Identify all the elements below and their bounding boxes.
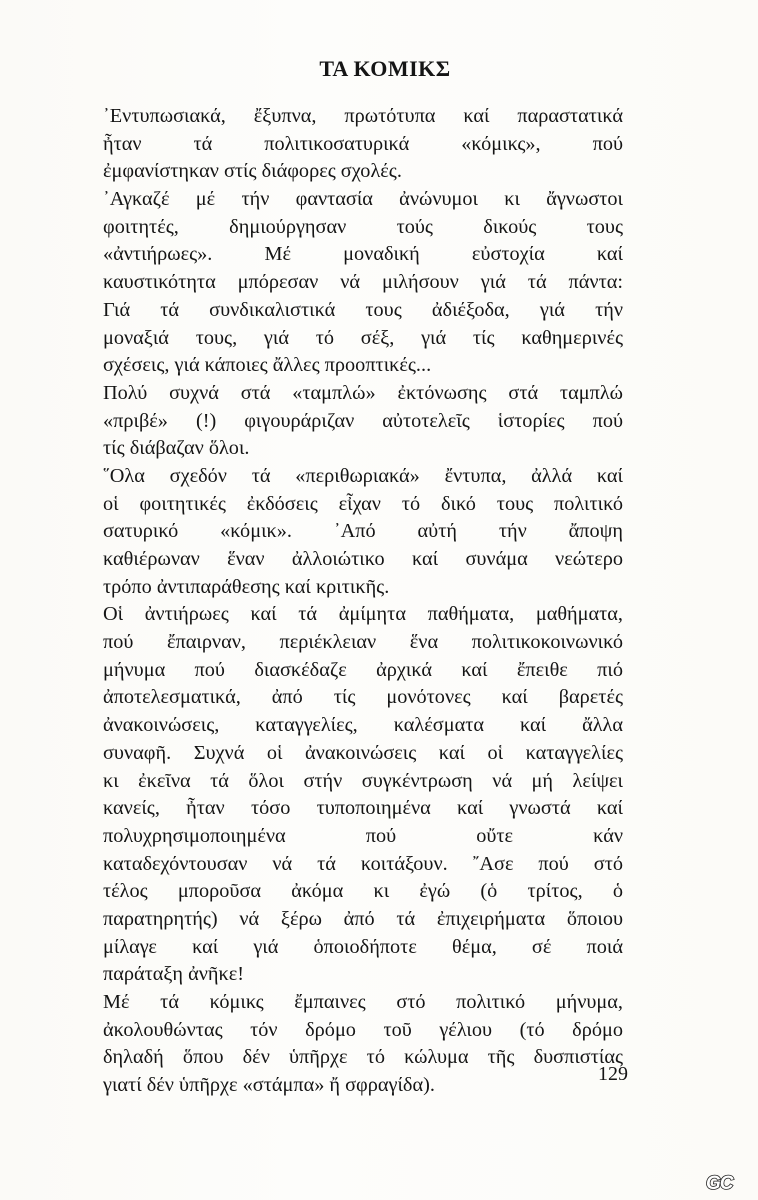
page-number: 129 (598, 1063, 628, 1085)
gc-watermark-logo (703, 1170, 745, 1194)
text-line: πολυχρησιμοποιημένα πού οὔτε κάν (103, 824, 623, 847)
paragraph (103, 601, 623, 989)
text-line: «πριβέ» (!) φιγουράριζαν αὐτοτελεῖς ἱστορίες πού (103, 409, 623, 432)
text-line: παρατηρητής) νά ξέρω ἀπό τά ἐπιχειρήματα ὅποιου (103, 907, 623, 930)
text-line: ᾿Εντυπωσιακά, ἔξυπνα, πρωτότυπα καί παραστατικά (103, 105, 623, 127)
text-line: Μέ τά κόμικς ἔμπαινες στό πολιτικό μήνυμα, (103, 991, 623, 1013)
chapter-title: ΤΑ ΚΟΜΙΚΣ (319, 56, 451, 81)
text-line: σχέσεις, γιά κάποιες ἄλλες προοπτικές... (103, 354, 432, 377)
text-line: ῞Ολα σχεδόν τά «περιθωριακά» ἔντυπα, ἀλλά καί (103, 464, 623, 487)
text-line: Γιά τά συνδικαλιστικά τους ἀδιέξοδα, γιά τήν (103, 298, 623, 321)
text-line: ἀνακοινώσεις, καταγγελίες, καλέσματα καί ἄλλα (103, 714, 623, 737)
text-line: τίς διάβαζαν ὅλοι. (103, 437, 250, 460)
text-line: ἀποτελεσματικά, ἀπό τίς μονότονες καί βαρετές (103, 686, 623, 709)
paragraph (103, 463, 623, 601)
text-line: πού ἔπαιρναν, περιέκλειαν ἕνα πολιτικοκοινωνικό (103, 631, 623, 654)
text-line: καταδεχόντουσαν νά τά κοιτάξουν. ῎Ασε πού στό (103, 852, 623, 875)
text-line: ἐμφανίστηκαν στίς διάφορες σχολές. (103, 160, 402, 183)
text-line: ἀκολουθώντας τόν δρόμο τοῦ γέλιου (τό δρόμο (103, 1018, 623, 1041)
text-line: οἱ φοιτητικές ἐκδόσεις εἶχαν τό δικό τους πολιτικό (103, 492, 623, 515)
paragraph (103, 103, 623, 186)
text-line: τέλος μποροῦσα ἀκόμα κι ἐγώ (ὁ τρίτος, ὁ (103, 880, 623, 903)
text-line: συναφῆ. Συχνά οἱ ἀνακοινώσεις καί οἱ καταγγελίες (103, 741, 623, 764)
body-text (103, 103, 623, 1100)
paragraph (103, 186, 623, 380)
text-line: καυστικότητα μπόρεσαν νά μιλήσουν γιά τά πάντα: (103, 271, 623, 294)
text-line: τρόπο ἀντιπαράθεσης καί κριτικῆς. (103, 575, 390, 598)
text-line: «ἀντιήρωες». Μέ μοναδική εὐστοχία καί (103, 243, 623, 266)
text-line: Πολύ συχνά στά «ταμπλώ» ἐκτόνωσης στά ταμπλώ (103, 381, 623, 404)
text-line: μοναξιά τους, γιά τό σέξ, γιά τίς καθημερινές (103, 326, 623, 349)
text-line: παράταξη ἀνῆκε! (103, 963, 244, 986)
svg-text:GC: GC (706, 1173, 733, 1194)
text-line: ἦταν τά πολιτικοσατυρικά «κόμικς», πού (103, 132, 623, 155)
text-line: δηλαδή ὅπου δέν ὑπῆρχε τό κώλυμα τῆς δυσπιστίας (103, 1046, 623, 1069)
paragraph (103, 380, 623, 463)
text-line: γιατί δέν ὑπῆρχε «στάμπα» ἤ σφραγίδα). (103, 1074, 435, 1097)
text-line: καθιέρωναν ἕναν ἀλλοιώτικο καί συνάμα νεώτερο (103, 548, 623, 570)
text-line: μήνυμα πού διασκέδαζε ἀρχικά καί ἔπειθε πιό (103, 658, 623, 681)
text-line: Οἱ ἀντιήρωες καί τά ἀμίμητα παθήματα, μαθήματα, (103, 603, 623, 626)
text-line: φοιτητές, δημιούργησαν τούς δικούς τους (103, 215, 623, 238)
text-line: κι ἐκεῖνα τά ὅλοι στήν συγκέντρωση νά μή λείψει (103, 769, 623, 792)
text-line: σατυρικό «κόμικ». ᾿Από αὐτή τήν ἄποψη (103, 520, 623, 543)
text-line: μίλαγε καί γιά ὁποιοδήποτε θέμα, σέ ποιά (103, 935, 623, 958)
paragraph (103, 989, 623, 1100)
text-line: κανείς, ἦταν τόσο τυποποιημένα καί γνωστά καί (103, 797, 623, 820)
text-line: ᾿Αγκαζέ μέ τήν φαντασία ἀνώνυμοι κι ἄγνωστοι (103, 188, 623, 211)
